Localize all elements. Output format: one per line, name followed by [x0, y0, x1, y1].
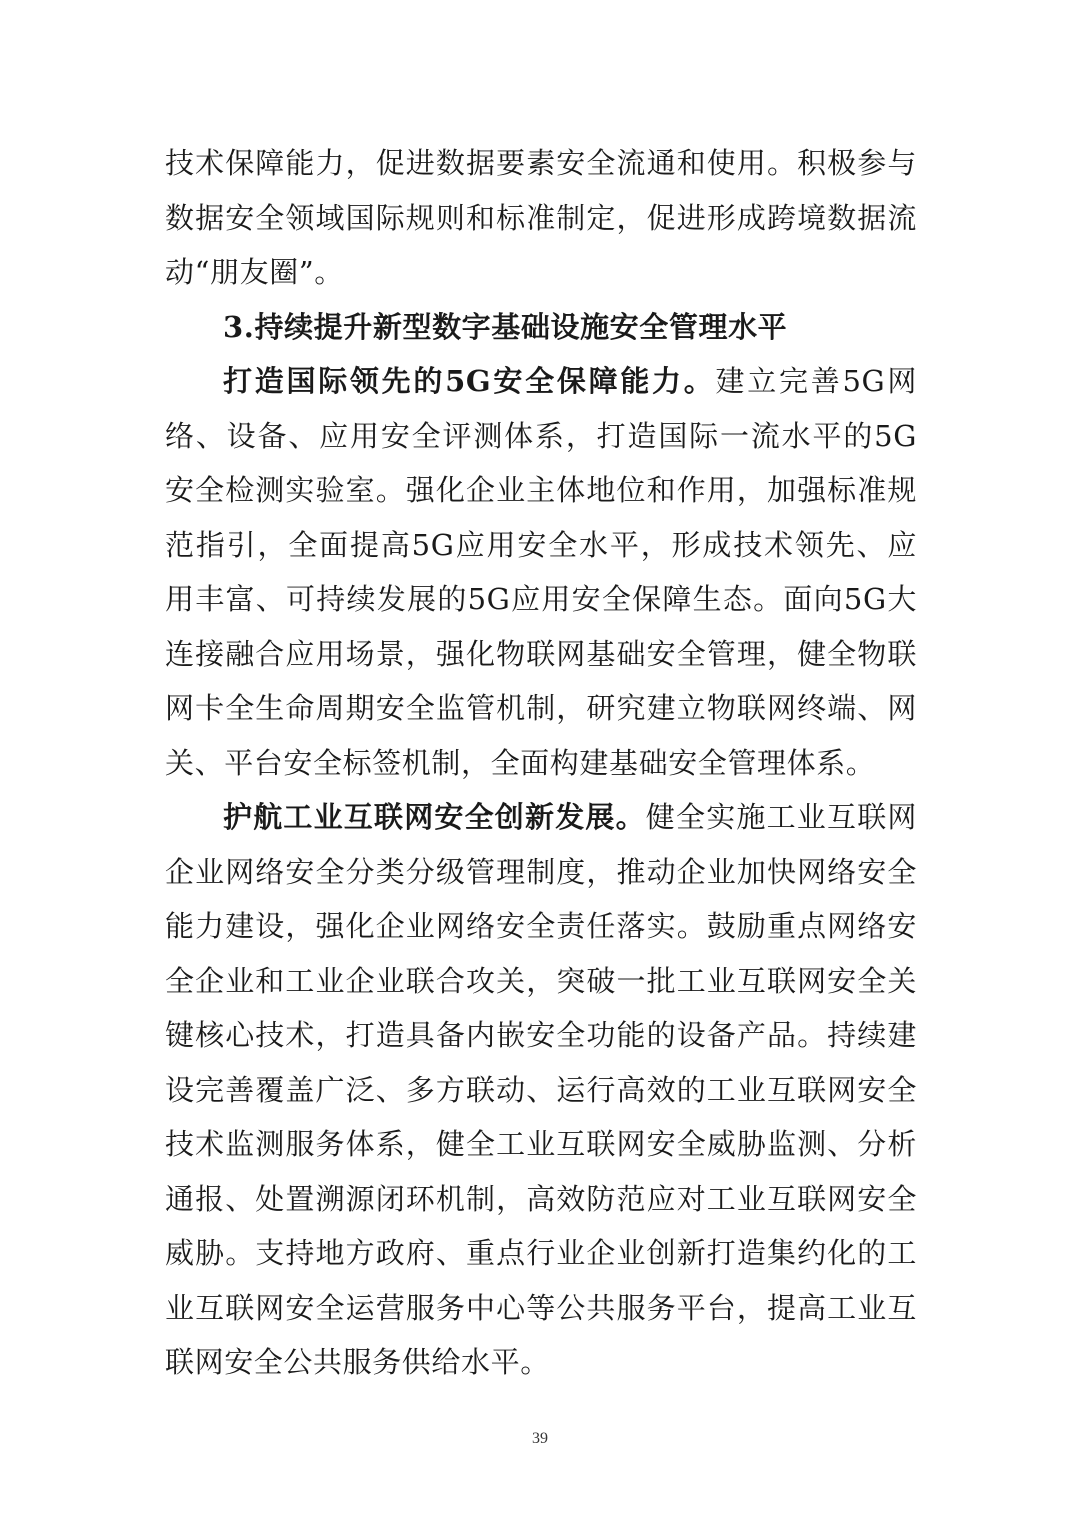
section-heading: 3.持续提升新型数字基础设施安全管理水平 [223, 309, 788, 344]
continuation-paragraph: 技术保障能力，促进数据要素安全流通和使用。积极参与数据安全领域国际规则和标准制定，促进形成跨境数据流动“朋友圈”。 [165, 146, 917, 289]
paragraph-iiot-body: 健全实施工业互联网企业网络安全分类分级管理制度，推动企业加快网络安全能力建设，强化企业网络安全责任落实。鼓励重点网络安全企业和工业企业联合攻关，突破一批工业互联网安全关键核心技术，打造具备内嵌安全功能的设备产品。持续建设完善覆盖广泛、多方联动、运行高效的工业互联网安全技术监测服务体系，健全工业互联网安全威胁监测、分析通报、处置溯源闭环机制，高效防范应对工业互联网安全威胁。支持地方政府、重点行业企业创新打造集约化的工业互联网安全运营服务中心等公共服务平台，提高工业互联网安全公共服务供给水平。 [165, 800, 917, 1379]
paragraph-iiot-lead: 护航工业互联网安全创新发展。 [223, 800, 646, 834]
paragraph-iiot-security [165, 790, 917, 1390]
paragraph-5g-lead: 打造国际领先的5G安全保障能力。 [223, 364, 716, 398]
body-text [165, 136, 917, 1390]
paragraph-5g-body: 建立完善5G网络、设备、应用安全评测体系，打造国际一流水平的5G安全检测实验室。强化企业主体地位和作用，加强标准规范指引，全面提高5G应用安全水平，形成技术领先、应用丰富、可持续发展的5G应用安全保障生态。面向5G大连接融合应用场景，强化物联网基础安全管理，健全物联网卡全生命周期安全监管机制，研究建立物联网终端、网关、平台安全标签机制，全面构建基础安全管理体系。 [165, 364, 917, 780]
paragraph-5g-security [165, 354, 917, 790]
page-number: 39 [532, 1430, 548, 1447]
